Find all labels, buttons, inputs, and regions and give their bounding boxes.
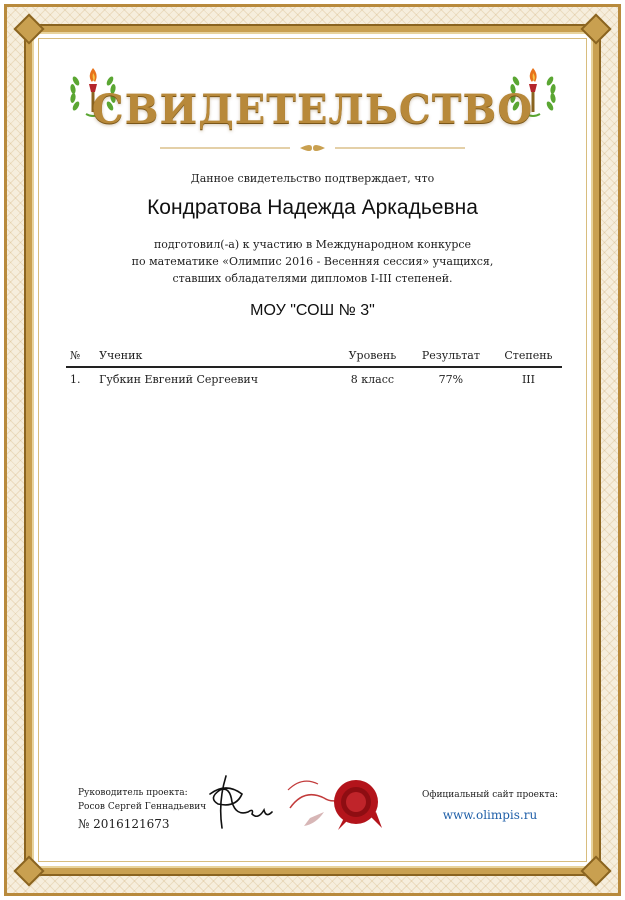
site-caption: Официальный сайт проекта:: [422, 790, 558, 800]
header-result: Результат: [407, 346, 495, 367]
row-student: Губкин Евгений Сергеевич: [99, 373, 259, 386]
certificate-title: СВИДЕТЕЛЬСТВО: [91, 86, 534, 133]
wax-seal-icon: [284, 768, 394, 830]
header-level: Уровень: [338, 346, 407, 367]
results-table: [66, 346, 562, 391]
frame-inner-line: [38, 38, 587, 862]
table-row: [66, 367, 562, 391]
description-line: подготовил(-а) к участию в Международном конкурсе: [153, 238, 472, 251]
leader-name: Росов Сергей Геннадьевич: [78, 802, 207, 812]
description-line: по математике «Олимпис 2016 - Весенняя сессия» учащихся,: [131, 255, 494, 268]
row-level: 8 класс: [350, 373, 395, 386]
row-num: 1.: [70, 373, 81, 386]
official-site-block: [420, 790, 560, 822]
row-result: 77%: [438, 373, 464, 386]
certificate-number: № 2016121673: [78, 817, 170, 831]
leader-caption: Руководитель проекта:: [78, 788, 188, 798]
signature: [196, 772, 276, 830]
recipient-name: Кондратова Надежда Аркадьевна: [147, 196, 478, 219]
school-name: МОУ "СОШ № 3": [250, 302, 375, 319]
header-num: №: [66, 346, 95, 367]
project-leader-block: [78, 786, 206, 831]
certificate-description: [0, 236, 625, 287]
row-degree: III: [521, 373, 535, 386]
website-link[interactable]: www.olimpis.ru: [442, 808, 538, 822]
header-degree: Степень: [495, 346, 562, 367]
table-header-row: [66, 346, 562, 367]
certificate-subtitle: Данное свидетельство подтверждает, что: [190, 172, 435, 185]
title-divider-ornament: [160, 142, 465, 154]
header-student: Ученик: [95, 346, 338, 367]
description-line: ставших обладателями дипломов I-III степеней.: [172, 272, 453, 285]
